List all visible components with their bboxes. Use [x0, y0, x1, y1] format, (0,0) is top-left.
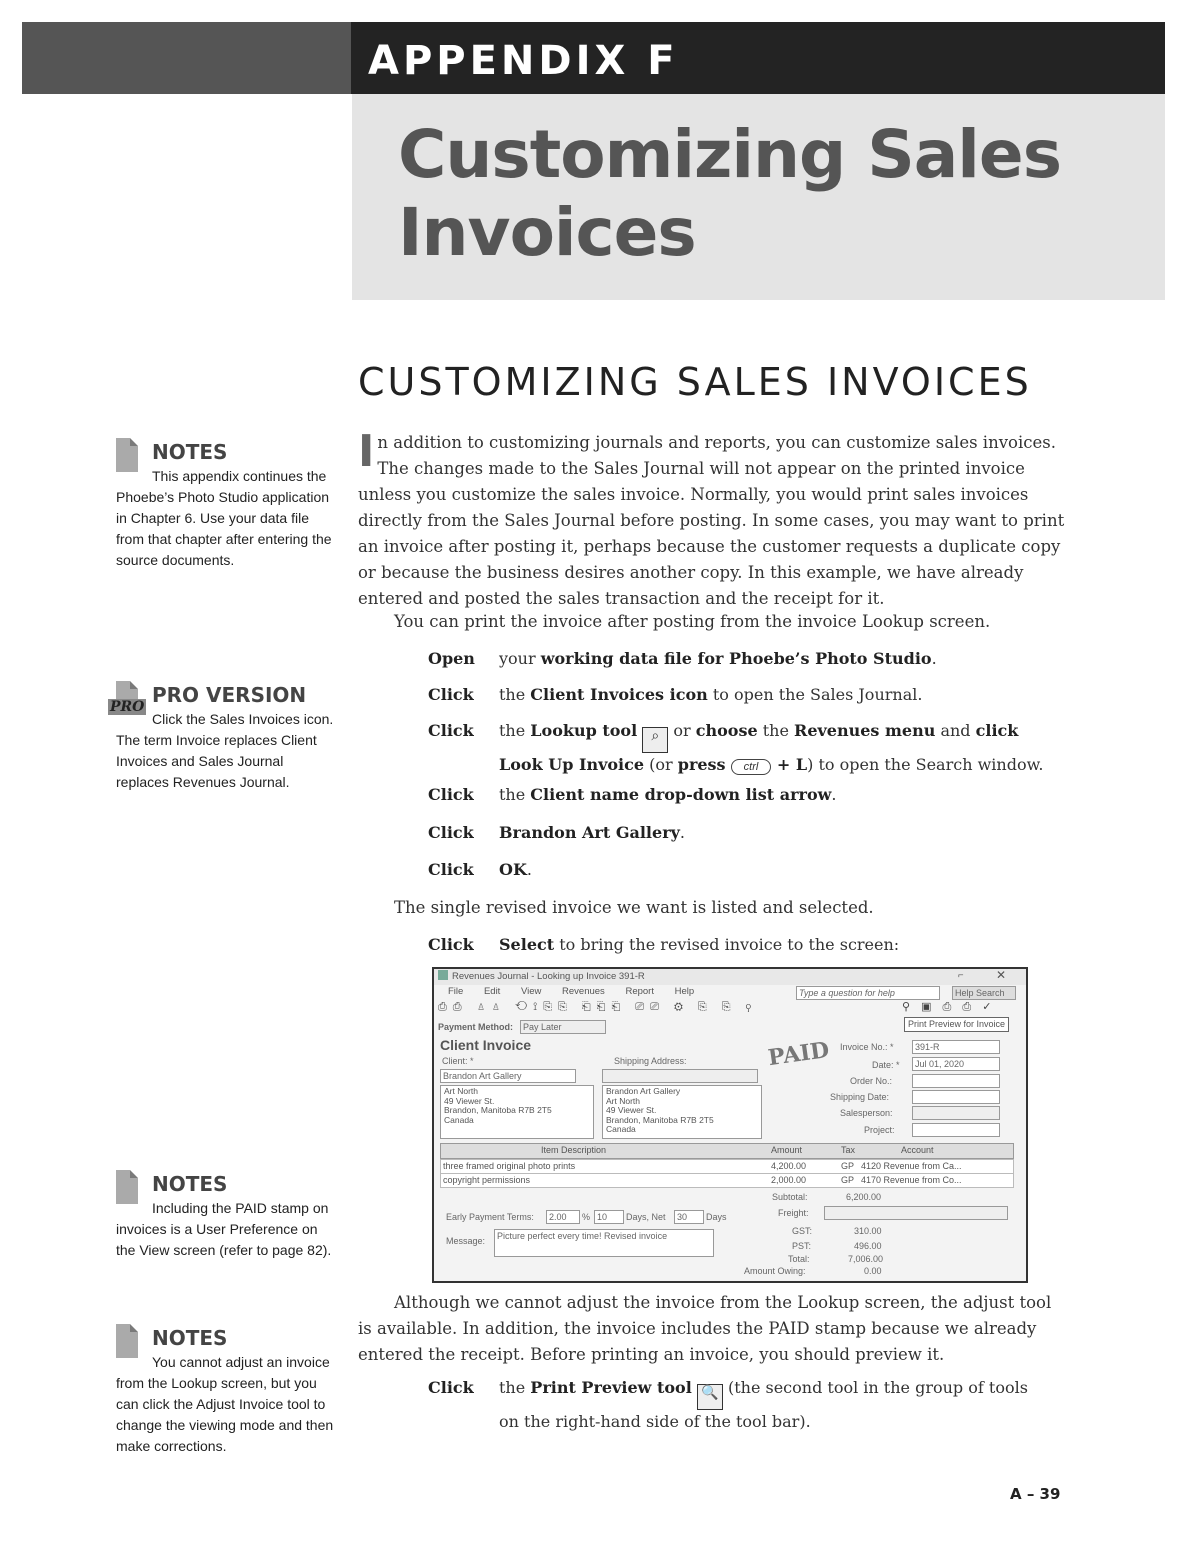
close-icon[interactable]: ✕: [996, 968, 1007, 982]
shipping-date-label: Shipping Date:: [830, 1092, 890, 1102]
pst-value: 496.00: [854, 1241, 882, 1251]
shipping-address-select[interactable]: [602, 1069, 758, 1083]
note-text: invoices is a User Preference on the View screen (refer to page 82).: [116, 1221, 332, 1258]
message-label: Message:: [446, 1236, 486, 1246]
intro-paragraph: [358, 426, 1068, 612]
revenues-journal-screenshot: [432, 967, 1028, 1283]
invoice-no-label: Invoice No.: *: [840, 1042, 894, 1052]
subtotal-label: Subtotal:: [772, 1192, 808, 1202]
menu-report[interactable]: Report: [625, 986, 654, 997]
paragraph-preview: [358, 1290, 1068, 1368]
early-payment-terms-label: Early Payment Terms:: [446, 1212, 534, 1222]
note-icon: [116, 1170, 138, 1204]
total-label: Total:: [788, 1254, 810, 1264]
note-text: from the Lookup screen, but you can click the Adjust Invoice tool to change the viewing mode and then make corrections.: [116, 1375, 334, 1454]
project-label: Project:: [864, 1125, 895, 1135]
note-icon: [116, 438, 138, 472]
help-search-button[interactable]: Help Search: [952, 986, 1016, 1000]
total-value: 7,006.00: [848, 1254, 884, 1264]
lookup-tool-icon: ⌕: [642, 727, 668, 753]
pro-text: The term Invoice replaces Client Invoices and Sales Journal replaces Revenues Journal.: [116, 732, 317, 790]
table-row[interactable]: three framed original photo prints 4,200.00 GP 4120 Revenue from Ca...: [440, 1159, 1014, 1174]
terms-days-label: Days, Net: [626, 1212, 666, 1222]
date-label: Date: *: [872, 1060, 900, 1070]
freight-label: Freight:: [778, 1208, 809, 1218]
step-keyword: Click: [428, 1378, 474, 1397]
pro-heading: PRO VERSION: [152, 683, 307, 707]
step-keyword: Click: [428, 785, 474, 804]
paragraph-selected: The single revised invoice we want is listed and selected.: [394, 898, 874, 917]
subtotal-value: 6,200.00: [846, 1192, 882, 1202]
menu-bar: [448, 985, 778, 999]
payment-method-select[interactable]: Pay Later: [520, 1020, 606, 1034]
step-keyword: Click: [428, 685, 474, 704]
menu-view[interactable]: View: [520, 986, 542, 997]
appendix-label: APPENDIX F: [368, 38, 679, 84]
shipping-date-input[interactable]: [912, 1090, 1000, 1104]
note-heading: NOTES: [152, 1172, 228, 1196]
terms-net-input[interactable]: 30: [674, 1210, 704, 1224]
note-icon: [116, 1324, 138, 1358]
terms-days-input[interactable]: 10: [594, 1210, 624, 1224]
client-label: Client: *: [442, 1056, 474, 1066]
amount-owing-label: Amount Owing:: [744, 1266, 806, 1276]
order-no-label: Order No.:: [850, 1076, 893, 1086]
intro-text: n addition to customizing journals and reports, you can customize sales invoices. The changes made to the Sales Journal will not appear on the printed invoice unless you customize the sales invoice. Normally, you would print sales invoices directly from the Sales Journal before posting. In some cases, you may want to print an invoice after posting it, perhaps because the customer requests a duplicate copy or because the business desires another copy. In this example, we have already entered and posted the sales transaction and the receipt for it.: [358, 433, 1065, 608]
shipping-address-label: Shipping Address:: [614, 1056, 687, 1066]
note-text: Phoebe’s Photo Studio application in Chapter 6. Use your data file from that chapter after entering the source documents.: [116, 489, 332, 568]
pst-label: PST:: [792, 1241, 812, 1251]
gst-value: 310.00: [854, 1226, 882, 1236]
payment-method-label: Payment Method:: [438, 1022, 514, 1032]
print-preview-tooltip: Print Preview for Invoice: [904, 1017, 1009, 1032]
sidebar-note-1: [116, 440, 338, 571]
shipping-address-box[interactable]: Brandon Art Gallery Art North 49 Viewer St. Brandon, Manitoba R7B 2T5 Canada: [602, 1085, 762, 1139]
help-question-input[interactable]: Type a question for help: [796, 986, 940, 1000]
note-text-first-line: You cannot adjust an invoice: [152, 1354, 330, 1370]
section-title: CUSTOMIZING SALES INVOICES: [358, 360, 1032, 404]
step-keyword: Click: [428, 823, 474, 842]
items-table-header: Item Description Amount Tax Account: [440, 1143, 1014, 1159]
paragraph-preview-text: Although we cannot adjust the invoice from the Lookup screen, the adjust tool is available. In addition, the invoice includes the PAID stamp because we already entered the receipt. Before printing an invoice, you should preview it.: [358, 1293, 1052, 1364]
amount-owing-value: 0.00: [864, 1266, 882, 1276]
app-icon: [438, 970, 448, 980]
form-title: Client Invoice: [440, 1037, 532, 1053]
minimize-icon[interactable]: ⌐: [958, 970, 964, 981]
menu-help[interactable]: Help: [674, 986, 695, 997]
note-text-first-line: This appendix continues the: [152, 468, 327, 484]
window-title: Revenues Journal - Looking up Invoice 391-R: [452, 971, 645, 982]
date-input[interactable]: Jul 01, 2020: [912, 1057, 1000, 1071]
window-titlebar: [434, 969, 1026, 985]
invoice-no-input[interactable]: 391-R: [912, 1040, 1000, 1054]
menu-file[interactable]: File: [448, 986, 464, 997]
step-lookup-tool: Click the Lookup tool ⌕ or choose the Revenues menu and click Look Up Invoice (or press ctrl + L) to open the Search window.: [428, 721, 1044, 774]
terms-percent-input[interactable]: 2.00: [546, 1210, 580, 1224]
menu-revenues[interactable]: Revenues: [562, 986, 605, 997]
project-select[interactable]: [912, 1123, 1000, 1137]
print-preview-tool-icon: 🔍: [697, 1384, 723, 1410]
page-number: A – 39: [1010, 1485, 1061, 1503]
freight-input[interactable]: [824, 1206, 1008, 1220]
ctrl-key-icon: ctrl: [731, 759, 772, 775]
pro-text-first-line: Click the Sales Invoices icon.: [152, 711, 334, 727]
paid-stamp: PAID: [766, 1036, 831, 1072]
pro-badge: PRO: [110, 699, 145, 715]
note-text-first-line: Including the PAID stamp on: [152, 1200, 329, 1216]
menu-edit[interactable]: Edit: [483, 986, 501, 997]
sidebar-note-3: [116, 1326, 338, 1457]
salesperson-select[interactable]: [912, 1106, 1000, 1120]
note-heading: NOTES: [152, 440, 228, 464]
step-keyword: Click: [428, 935, 474, 954]
paragraph-lookup: You can print the invoice after posting from the invoice Lookup screen.: [394, 612, 991, 631]
print-preview-tool-icons[interactable]: ⚲ ▣ ⎙ ⎙ ✓: [902, 1001, 996, 1013]
page-title: Customizing Sales Invoices: [398, 116, 1061, 271]
client-select[interactable]: Brandon Art Gallery: [440, 1069, 576, 1083]
terms-percent-symbol: %: [582, 1212, 591, 1222]
gst-label: GST:: [792, 1226, 813, 1236]
step-keyword: Click: [428, 721, 474, 740]
table-row[interactable]: copyright permissions 2,000.00 GP 4170 Revenue from Co...: [440, 1173, 1014, 1188]
sidebar-pro-version: [110, 683, 338, 793]
drop-cap: I: [358, 426, 375, 477]
step-keyword: Click: [428, 860, 474, 879]
toolbar-icons[interactable]: ⎙⎙ ♙♙ ⟲⟟⎘⎘ ⎗⎗⎗ ⎚⎚ ⚙ ⎘ ⎘ ⚲: [438, 1001, 758, 1013]
terms-net-label: Days: [706, 1212, 727, 1222]
note-heading: NOTES: [152, 1326, 228, 1350]
step-print-preview: Click the Print Preview tool 🔍 (the second tool in the group of tools on the right-hand side of the tool bar).: [428, 1378, 1028, 1431]
message-input[interactable]: Picture perfect every time! Revised invoice: [494, 1229, 714, 1257]
salesperson-label: Salesperson:: [840, 1108, 893, 1118]
order-no-input[interactable]: [912, 1074, 1000, 1088]
client-address-box[interactable]: Art North 49 Viewer St. Brandon, Manitoba R7B 2T5 Canada: [440, 1085, 594, 1139]
sidebar-note-2: [116, 1172, 338, 1261]
step-keyword: Open: [428, 649, 475, 668]
